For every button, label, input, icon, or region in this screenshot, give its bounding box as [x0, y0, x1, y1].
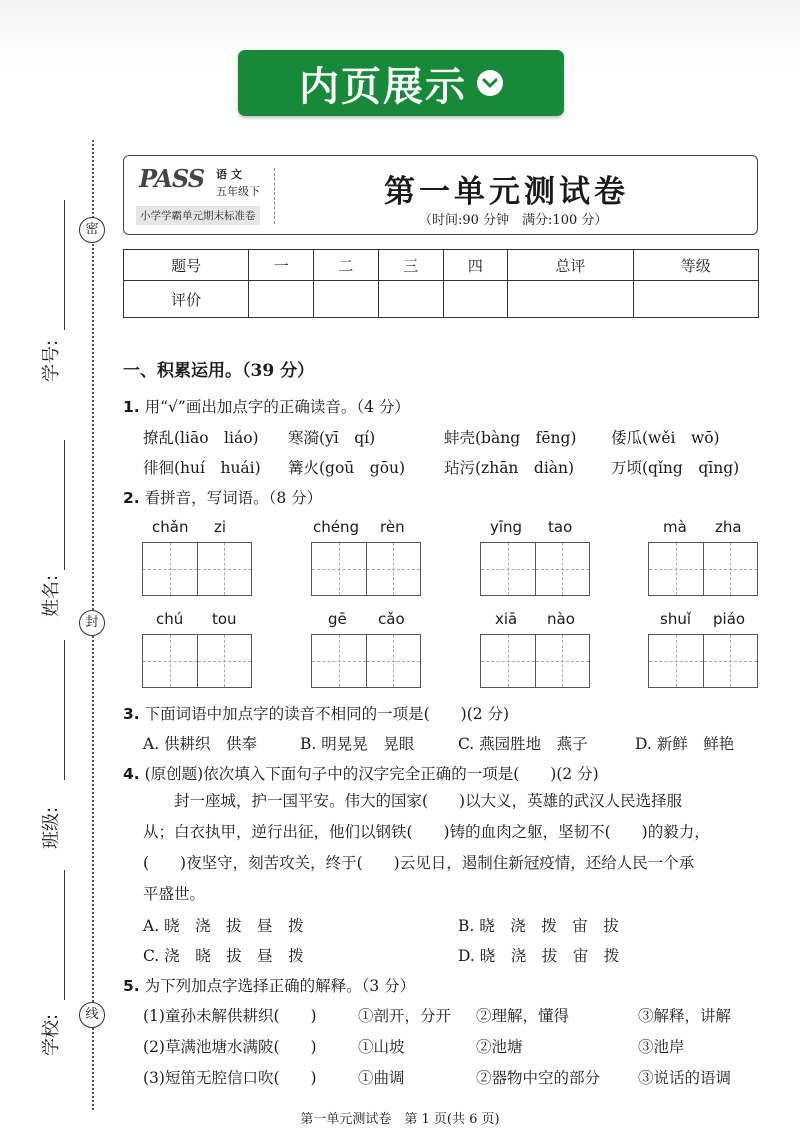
pinyin-syllable: gē [328, 610, 347, 628]
name-line[interactable] [64, 440, 65, 570]
q4-stem: 4. (原创题)依次填入下面句子中的汉字完全正确的一项是( )(2 分) [123, 765, 599, 783]
q5-choice[interactable]: ②池塘 [476, 1038, 523, 1056]
q5-choice[interactable]: ②理解，懂得 [476, 1007, 570, 1025]
writing-grid[interactable] [142, 542, 252, 596]
score-header-cell: 二 [314, 250, 379, 281]
banner-title: 内页展示 [299, 63, 467, 110]
writing-grid[interactable] [311, 634, 421, 688]
student-id-line[interactable] [64, 200, 65, 330]
class-label: 班级: [41, 806, 62, 850]
pinyin-syllable: zha [715, 518, 742, 536]
page-banner [238, 50, 564, 116]
writing-grid[interactable] [480, 542, 590, 596]
score-cell[interactable] [633, 281, 758, 318]
q2-stem: 2. 看拼音，写词语。（8 分） [123, 489, 323, 507]
score-header-cell: 总评 [508, 250, 633, 281]
score-cell[interactable] [443, 281, 508, 318]
pinyin-syllable: yīng [490, 518, 523, 536]
q3-option-b[interactable]: B. 明晃晃 晃眼 [300, 735, 415, 753]
passage-line: 从；白衣执甲，逆行出征，他们以钢铁( )铸的血肉之躯，坚韧不( )的毅力， [143, 823, 710, 841]
score-header-cell: 题号 [124, 250, 249, 281]
seal-xian: 线 [79, 1002, 105, 1028]
subject-label: 语 文 [216, 168, 242, 181]
q4-option-b[interactable]: B. 晓 浇 拨 宙 拔 [458, 917, 619, 935]
exam-header [123, 155, 758, 235]
pinyin-syllable: nào [547, 610, 575, 628]
pinyin-syllable: piáo [713, 610, 746, 628]
score-cell[interactable] [508, 281, 633, 318]
pinyin-syllable: chǎn [152, 518, 189, 536]
writing-grid[interactable] [480, 634, 590, 688]
school-label: 学校: [41, 1013, 62, 1057]
school-line[interactable] [64, 870, 65, 1000]
q3-option-d[interactable]: D. 新鲜 鲜艳 [635, 735, 735, 753]
q5-choice[interactable]: ③说话的语调 [638, 1069, 732, 1087]
q1-item: 玷污(zhān diàn) [444, 459, 575, 477]
q3-option-c[interactable]: C. 燕园胜地 燕子 [458, 735, 588, 753]
q1-stem: 1. 用“√”画出加点字的正确读音。（4 分） [123, 398, 410, 416]
section-title: 一、积累运用。（39 分） [123, 361, 315, 381]
q5-choice[interactable]: ③解释，讲解 [638, 1007, 732, 1025]
score-header-cell: 等级 [633, 250, 758, 281]
student-id-label: 学号: [41, 339, 62, 383]
q3-stem: 3. 下面词语中加点字的读音不相同的一项是( )(2 分) [123, 705, 510, 723]
exam-title: 第一单元测试卷 [384, 174, 629, 210]
q4-option-a[interactable]: A. 晓 浇 拔 昼 拨 [143, 917, 304, 935]
pinyin-syllable: tou [212, 610, 237, 628]
writing-grid[interactable] [311, 542, 421, 596]
q1-item: 蚌壳(bàng fēng) [444, 429, 577, 447]
score-row-label: 评价 [124, 281, 249, 318]
pinyin-syllable: mà [663, 518, 687, 536]
q5-stem: 5. 为下列加点字选择正确的解释。（3 分） [123, 977, 416, 995]
q4-option-d[interactable]: D. 晓 浇 拔 宙 拨 [458, 947, 620, 965]
score-header-cell: 三 [378, 250, 443, 281]
page-footer: 第一单元测试卷 第 1 页(共 6 页) [300, 1112, 500, 1127]
class-line[interactable] [64, 640, 65, 780]
exam-subtitle: （时间:90 分钟 满分:100 分） [419, 213, 608, 228]
writing-grid[interactable] [142, 634, 252, 688]
q5-item: (3)短笛无腔信口吹( ) [143, 1069, 317, 1087]
passage-line: ( )夜坚守，刻苦攻关，终于( )云见日，遏制住新冠疫情，还给人民一个承 [143, 854, 695, 872]
q1-item: 万顷(qǐng qīng) [611, 459, 740, 477]
pinyin-syllable: chéng [313, 518, 360, 536]
q5-choice[interactable]: ②器物中空的部分 [476, 1069, 601, 1087]
q1-item: 徘徊(huí huái) [143, 459, 261, 477]
name-label: 姓名: [41, 574, 62, 618]
q5-item: (1)童孙未解供耕织( ) [143, 1007, 317, 1025]
pinyin-syllable: tao [548, 518, 573, 536]
q1-item: 倭瓜(wěi wō) [611, 429, 720, 447]
seal-feng: 封 [79, 610, 105, 636]
pinyin-syllable: zi [214, 518, 227, 536]
pinyin-syllable: rèn [380, 518, 405, 536]
pinyin-syllable: chú [156, 610, 184, 628]
series-tag: 小学学霸单元期末标准卷 [136, 206, 260, 225]
score-header-cell: 一 [249, 250, 314, 281]
score-cell[interactable] [314, 281, 379, 318]
q5-choice[interactable]: ③池岸 [638, 1038, 685, 1056]
q1-item: 撩乱(liāo liáo) [143, 429, 259, 447]
writing-grid[interactable] [648, 634, 758, 688]
q5-choice[interactable]: ①曲调 [358, 1069, 405, 1087]
q5-item: (2)草满池塘水满陂( ) [143, 1038, 317, 1056]
pinyin-syllable: shuǐ [660, 610, 691, 628]
score-cell[interactable] [378, 281, 443, 318]
score-header-cell: 四 [443, 250, 508, 281]
score-cell[interactable] [249, 281, 314, 318]
writing-grid[interactable] [648, 542, 758, 596]
q1-item: 篝火(goū gōu) [288, 459, 406, 477]
score-table [123, 249, 759, 318]
pinyin-syllable: xiā [495, 610, 518, 628]
seal-mi: 密 [79, 217, 105, 243]
passage-line: 封一座城，护一国平安。伟大的国家( )以大义，英雄的武汉人民选择服 [143, 792, 683, 810]
q5-choice[interactable]: ①山坡 [358, 1038, 405, 1056]
q1-item: 寒漪(yī qí) [288, 429, 376, 447]
header-divider [274, 168, 275, 224]
grade-label: 五年级下 [216, 185, 260, 198]
chevron-down-icon[interactable] [477, 70, 503, 96]
pass-logo: PASS [139, 164, 205, 193]
pinyin-syllable: cǎo [378, 610, 405, 628]
q4-passage [143, 786, 763, 910]
q5-choice[interactable]: ①剖开，分开 [358, 1007, 452, 1025]
q4-option-c[interactable]: C. 浇 晓 拔 昼 拨 [143, 947, 304, 965]
passage-line: 平盛世。 [143, 885, 206, 903]
q3-option-a[interactable]: A. 供耕织 供奉 [143, 735, 258, 753]
